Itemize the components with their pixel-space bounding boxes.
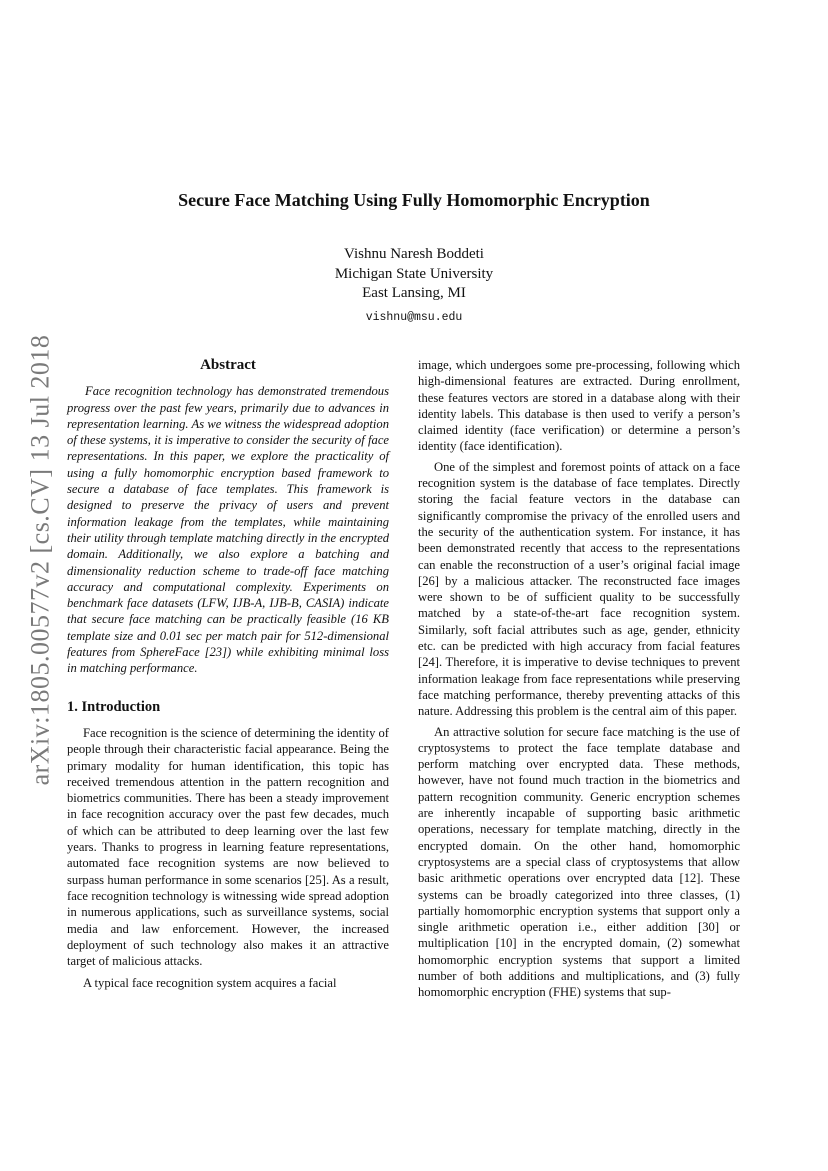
left-column <box>67 357 389 992</box>
author-block <box>0 245 828 327</box>
right-column <box>418 357 740 1001</box>
author-affiliation: Michigan State University <box>334 265 494 282</box>
author-email[interactable]: vishnu@msu.edu <box>365 310 463 324</box>
arxiv-stamp <box>20 320 60 800</box>
intro-paragraph: image, which undergoes some pre-processing, following which high-dimensional features are extracted. During enrollment, these features vectors are stored in a database along with their identity labels. This database is then used to verify a person’s claimed identity (face verification) or determine a person’s identity (face identification). <box>418 358 740 454</box>
author-location: East Lansing, MI <box>362 285 466 301</box>
author-name: Vishnu Naresh Boddeti <box>344 246 484 262</box>
abstract-text: Face recognition technology has demonstrated tremendous progress over the past few years, primarily due to advances in representation learning. As we witness the widespread adoption of these systems, it is imperative to consider the security of face representations. In this paper, we explore the practicality of using a fully homomorphic encryption based framework to secure a database of face templates. This framework is designed to preserve the privacy of users and prevent information leakage from the templates, while maintaining their utility through template matching directly in the encrypted domain. Additionally, we also explore a batching and dimensionality reduction scheme to trade-off face matching accuracy and computational complexity. Experiments on benchmark face datasets (LFW, IJB-A, IJB-B, CASIA) indicate that secure face matching can be practically feasible (16 KB template size and 0.01 sec per match pair for 512-dimensional features from SphereFace [23]) while exhibiting minimal loss in matching performance. <box>67 384 389 676</box>
introduction-heading: 1. Introduction <box>67 698 161 715</box>
paper-title: Secure Face Matching Using Fully Homomorphic Encryption <box>178 190 650 210</box>
intro-paragraph: A typical face recognition system acquires a facial <box>83 976 337 991</box>
intro-paragraph: One of the simplest and foremost points of attack on a face recognition system is the database of face templates. Directly storing the facial feature vectors in the database can significantly compromise the privacy of the enrolled users and the security of the authentication system. For instance, it has been demonstrated recently that access to the representations can enable the reconstruction of a user’s original facial image [26] by a malicious attacker. The reconstructed face images were shown to be of sufficient quality to be successfully matched by a state-of-the-art face recognition system. Similarly, soft facial attributes such as age, gender, ethnicity etc. can be predicted with high accuracy from facial features [24]. Therefore, it is imperative to devise techniques to prevent information leakage from face representations while preserving face matching performance, thereby preventing attacks of this nature. Addressing this problem is the central aim of this paper. <box>418 459 740 719</box>
intro-paragraph: Face recognition is the science of determining the identity of people through their characteristic facial appearance. Being the primary modality for human identification, this topic has received tremendous attention in the pattern recognition and biometrics communities. There has been a steady improvement in face recognition accuracy over the past few decades, much of which can be attributed to deep learning over the last few years. Thanks to progress in learning feature representations, automated face recognition systems are now believed to surpass human performance in some scenarios [25]. As a result, face recognition technology is witnessing wide spread adoption in numerous applications, such as surveillance systems, social media and law enforcement. However, the increased deployment of such technology also makes it an attractive target of malicious attacks. <box>67 725 390 969</box>
intro-paragraph: An attractive solution for secure face matching is the use of cryptosystems to protect the face template database and perform matching over encrypted data. These methods, however, have not found much traction in the biometrics and pattern recognition community. Generic encryption schemes are inherently incapable of supporting basic arithmetic operations, necessary for template matching, directly in the encrypted domain. On the other hand, homomorphic cryptosystems are a special class of cryptosystems that allow basic arithmetic operations over encrypted data [12]. These systems can be broadly categorized into three classes, (1) partially homomorphic encryption systems that support only a single arithmetic operation i.e., either addition [30] or multiplication [10] in the encrypted domain, (2) somewhat homomorphic encryption systems that support a limited number of both additions and multiplications, and (3) fully homomorphic encryption (FHE) systems that sup- <box>418 724 740 1000</box>
abstract-heading: Abstract <box>200 357 256 373</box>
arxiv-stamp-text: arXiv:1805.00577v2 [cs.CV] 13 Jul 2018 <box>25 334 55 786</box>
